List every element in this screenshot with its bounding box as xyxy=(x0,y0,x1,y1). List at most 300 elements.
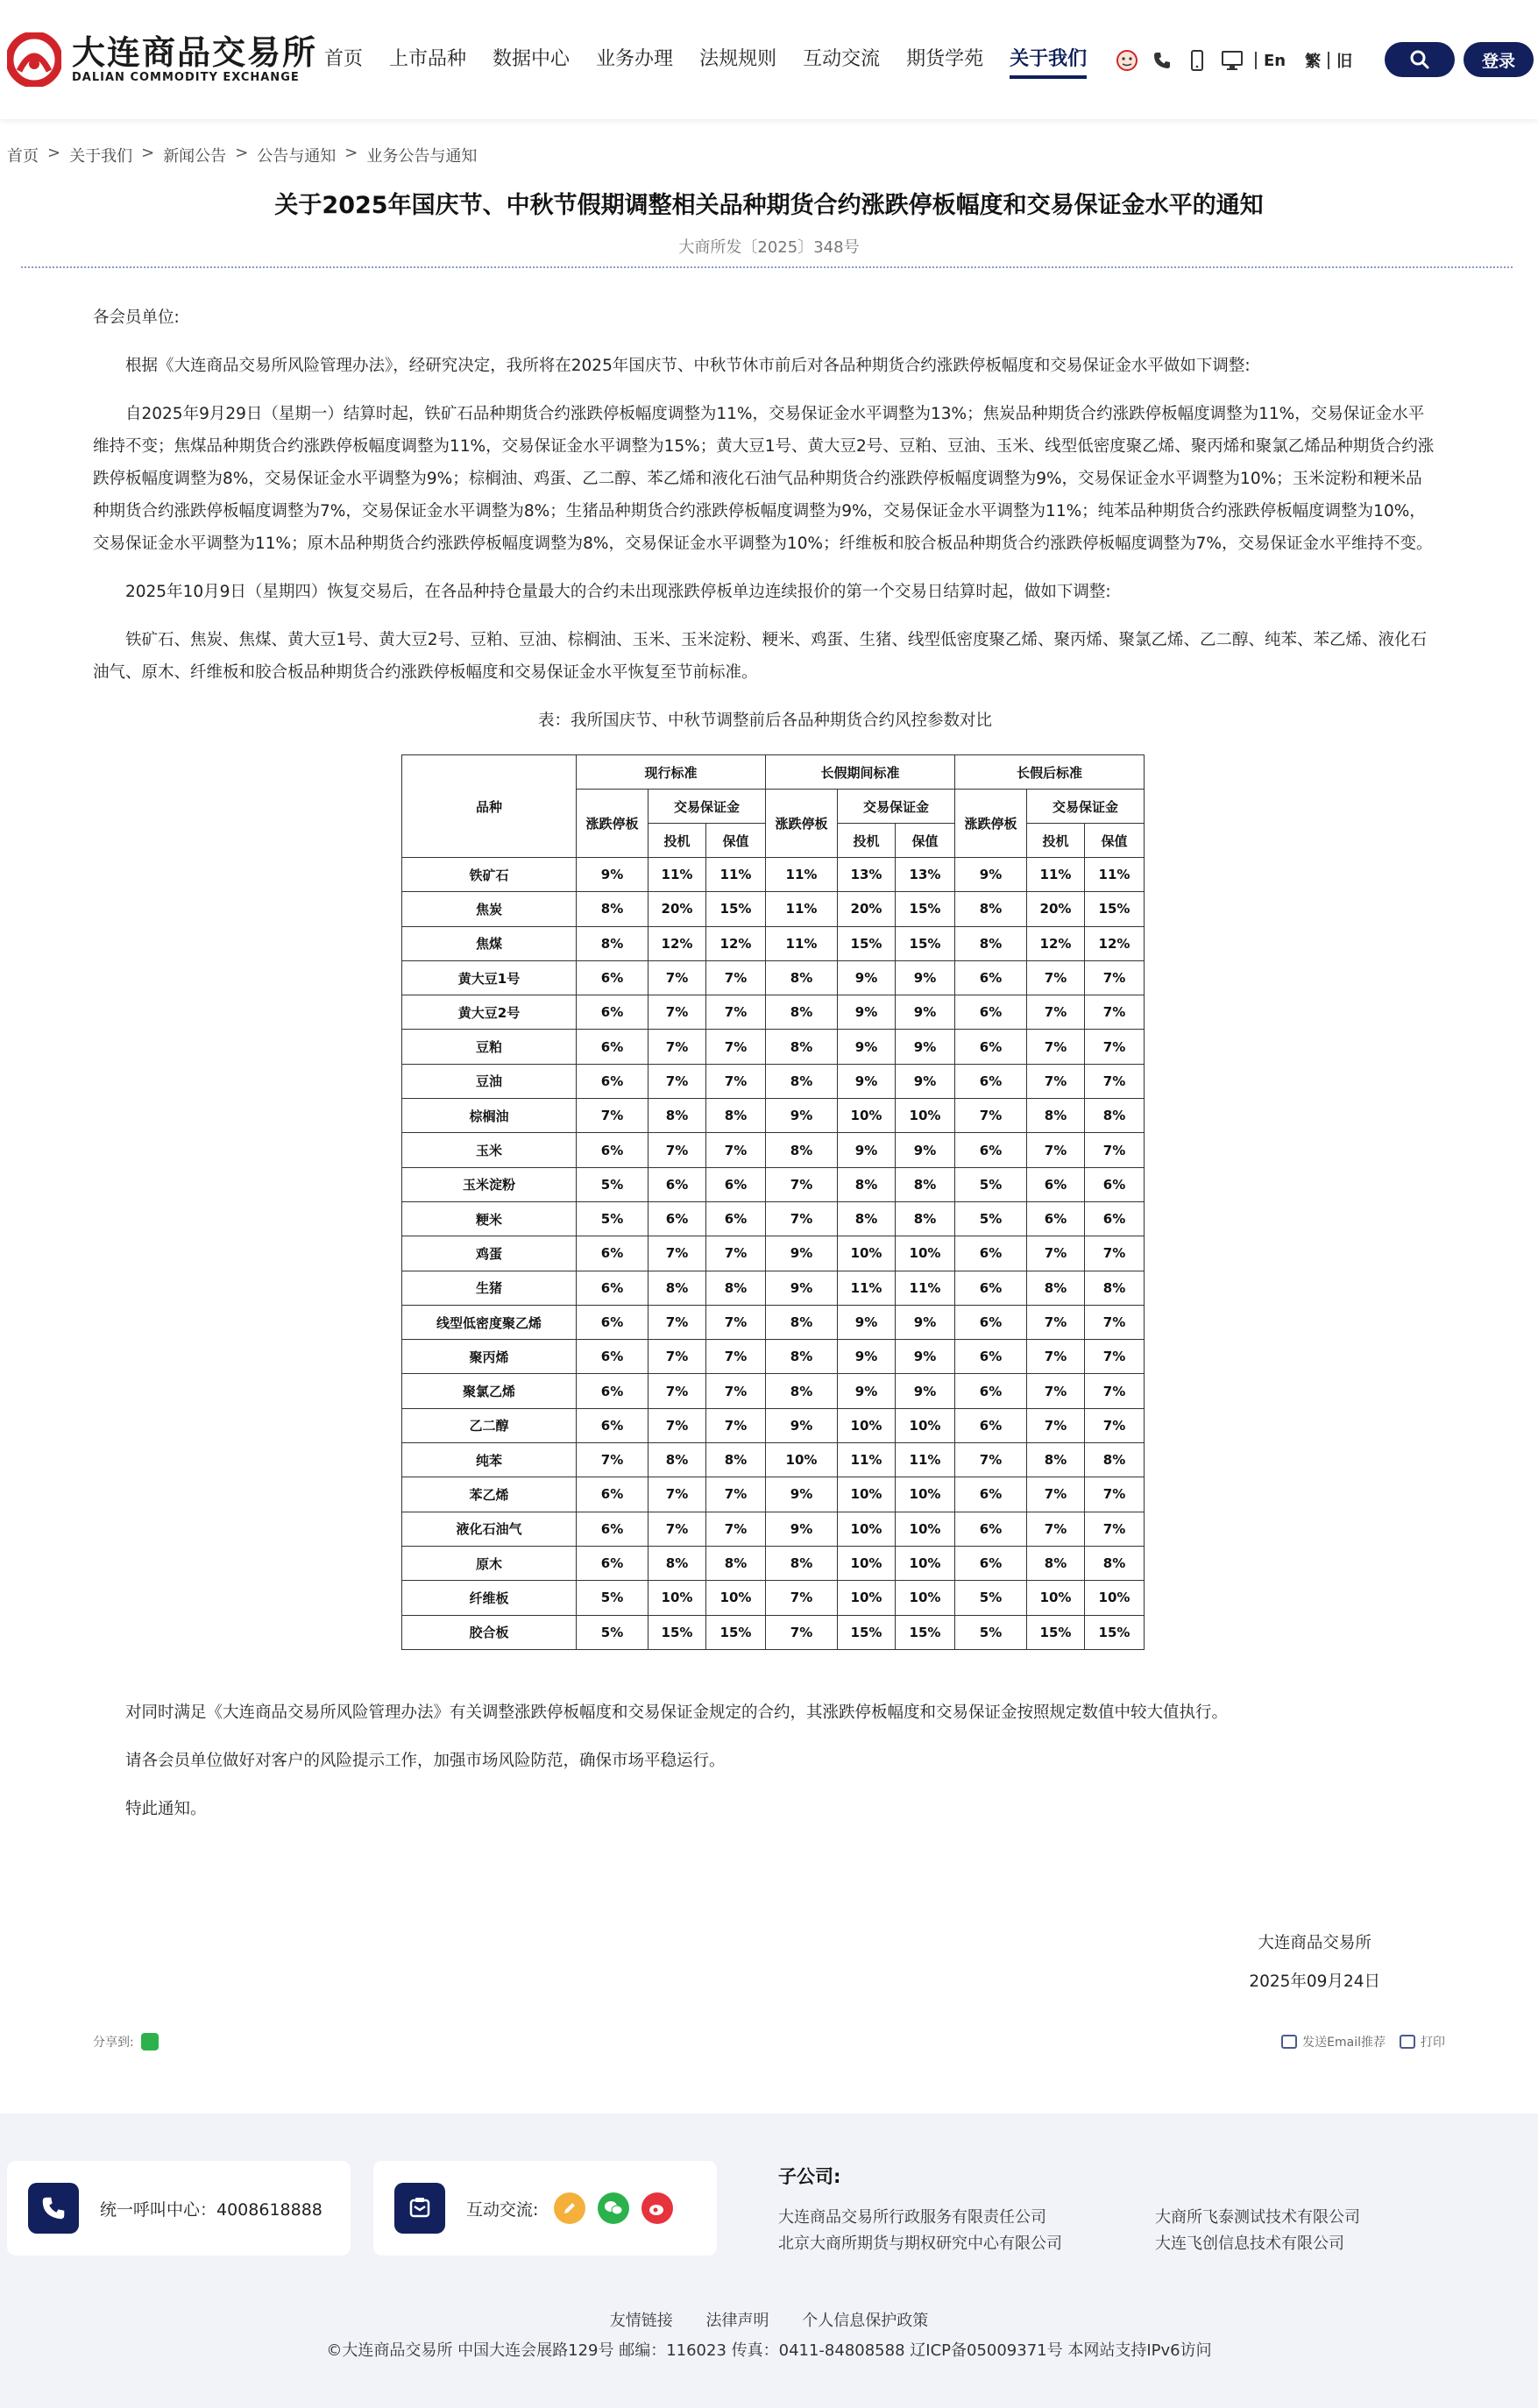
value-cell: 15% xyxy=(896,892,955,926)
value-cell: 11% xyxy=(766,892,838,926)
value-cell: 9% xyxy=(766,1512,838,1546)
value-cell: 6% xyxy=(955,995,1027,1030)
table-row xyxy=(402,892,1145,926)
value-cell: 7% xyxy=(1027,1064,1085,1098)
product-name-cell: 生猪 xyxy=(402,1271,577,1305)
value-cell: 6% xyxy=(649,1167,706,1201)
product-name-cell: 豆油 xyxy=(402,1064,577,1098)
value-cell: 8% xyxy=(766,960,838,995)
subsidiary-link[interactable]: 大连飞创信息技术有限公司 xyxy=(1155,2234,1344,2253)
table-row xyxy=(402,1030,1145,1064)
logo-mark-icon xyxy=(7,32,61,87)
value-cell: 9% xyxy=(577,858,649,892)
product-name-cell: 黄大豆1号 xyxy=(402,960,577,995)
privacy-policy-link[interactable]: 个人信息保护政策 xyxy=(802,2312,929,2330)
value-cell: 7% xyxy=(649,1340,706,1374)
email-icon xyxy=(1281,2035,1297,2049)
value-cell: 8% xyxy=(706,1099,766,1133)
weibo-icon[interactable] xyxy=(641,2192,673,2224)
table-row xyxy=(402,1064,1145,1098)
phone-icon[interactable] xyxy=(1150,48,1174,73)
value-cell: 6% xyxy=(955,1064,1027,1098)
value-cell: 8% xyxy=(1085,1099,1145,1133)
paragraph: 2025年10月9日（星期四）恢复交易后，在各品种持仓量最大的合约未出现涨跌停板单边连续报价的第一个交易日结算时起，做如下调整: xyxy=(125,583,1111,601)
value-cell: 15% xyxy=(649,1615,706,1649)
value-cell: 5% xyxy=(577,1167,649,1201)
value-cell: 6% xyxy=(955,1305,1027,1339)
product-name-cell: 纯苯 xyxy=(402,1443,577,1477)
value-cell: 9% xyxy=(896,1064,955,1098)
value-cell: 9% xyxy=(838,1374,896,1408)
value-cell: 5% xyxy=(955,1201,1027,1236)
product-name-cell: 黄大豆2号 xyxy=(402,995,577,1030)
table-body xyxy=(402,858,1145,1650)
value-cell: 8% xyxy=(706,1443,766,1477)
breadcrumb-separator: > xyxy=(235,144,249,162)
breadcrumb-business-notices[interactable]: 业务公告与通知 xyxy=(366,147,478,166)
value-cell: 6% xyxy=(577,1512,649,1546)
value-cell: 6% xyxy=(577,1305,649,1339)
value-cell: 10% xyxy=(838,1581,896,1615)
print-label: 打印 xyxy=(1421,2036,1445,2050)
signature-block xyxy=(1249,1924,1380,2001)
value-cell: 6% xyxy=(1027,1167,1085,1201)
value-cell: 7% xyxy=(706,960,766,995)
value-cell: 6% xyxy=(577,1408,649,1442)
value-cell: 6% xyxy=(577,1271,649,1305)
value-cell: 11% xyxy=(896,1271,955,1305)
table-row xyxy=(402,1201,1145,1236)
header-speculation: 投机 xyxy=(1027,824,1085,858)
value-cell: 8% xyxy=(706,1546,766,1580)
article-body xyxy=(93,301,1437,747)
value-cell: 7% xyxy=(766,1615,838,1649)
breadcrumb-separator: > xyxy=(141,144,155,162)
value-cell: 7% xyxy=(577,1443,649,1477)
value-cell: 7% xyxy=(649,960,706,995)
main-nav xyxy=(324,40,1113,79)
value-cell: 10% xyxy=(896,1477,955,1512)
value-cell: 9% xyxy=(838,995,896,1030)
value-cell: 15% xyxy=(896,926,955,960)
value-cell: 7% xyxy=(1027,1477,1085,1512)
value-cell: 12% xyxy=(649,926,706,960)
value-cell: 6% xyxy=(577,1030,649,1064)
table-row xyxy=(402,1512,1145,1546)
breadcrumb-about[interactable]: 关于我们 xyxy=(69,147,133,166)
value-cell: 7% xyxy=(649,1374,706,1408)
value-cell: 6% xyxy=(577,1477,649,1512)
value-cell: 6% xyxy=(577,1546,649,1580)
product-name-cell: 线型低密度聚乙烯 xyxy=(402,1305,577,1339)
value-cell: 6% xyxy=(577,1133,649,1167)
table-row xyxy=(402,1408,1145,1442)
print-icon xyxy=(1400,2035,1415,2049)
value-cell: 7% xyxy=(1085,1305,1145,1339)
search-button[interactable] xyxy=(1385,42,1455,77)
value-cell: 6% xyxy=(955,960,1027,995)
login-button[interactable]: 登录 xyxy=(1464,42,1534,77)
lang-en-link[interactable]: En xyxy=(1264,51,1286,70)
header-after: 长假后标准 xyxy=(955,755,1145,790)
value-cell: 10% xyxy=(838,1512,896,1546)
value-cell: 20% xyxy=(649,892,706,926)
table-row xyxy=(402,1099,1145,1133)
table-row xyxy=(402,1581,1145,1615)
value-cell: 15% xyxy=(838,1615,896,1649)
table-row xyxy=(402,1167,1145,1201)
page-title: 关于2025年国庆节、中秋节假期调整相关品种期货合约涨跌停板幅度和交易保证金水平的通知 xyxy=(274,192,1264,219)
value-cell: 10% xyxy=(1085,1581,1145,1615)
value-cell: 7% xyxy=(1085,1340,1145,1374)
value-cell: 15% xyxy=(706,1615,766,1649)
interaction-label: 互动交流: xyxy=(466,2199,539,2220)
value-cell: 7% xyxy=(706,1030,766,1064)
value-cell: 11% xyxy=(1027,858,1085,892)
value-cell: 13% xyxy=(838,858,896,892)
value-cell: 7% xyxy=(649,1305,706,1339)
table-row xyxy=(402,995,1145,1030)
value-cell: 10% xyxy=(649,1581,706,1615)
table-row xyxy=(402,1236,1145,1271)
value-cell: 11% xyxy=(838,1443,896,1477)
table-row xyxy=(402,926,1145,960)
header-holiday: 长假期间标准 xyxy=(766,755,955,790)
value-cell: 7% xyxy=(649,1477,706,1512)
value-cell: 7% xyxy=(649,1030,706,1064)
value-cell: 11% xyxy=(838,1271,896,1305)
value-cell: 5% xyxy=(955,1167,1027,1201)
nav-about-us[interactable]: 关于我们 xyxy=(1010,40,1087,79)
product-name-cell: 苯乙烯 xyxy=(402,1477,577,1512)
value-cell: 15% xyxy=(706,892,766,926)
nav-interaction[interactable]: 互动交流 xyxy=(803,48,881,70)
nav-data-center[interactable]: 数据中心 xyxy=(493,48,571,70)
value-cell: 7% xyxy=(1085,1512,1145,1546)
value-cell: 8% xyxy=(955,926,1027,960)
value-cell: 7% xyxy=(1085,1133,1145,1167)
table-row xyxy=(402,1340,1145,1374)
interaction-card xyxy=(373,2161,717,2256)
nav-home[interactable]: 首页 xyxy=(324,48,364,70)
product-name-cell: 粳米 xyxy=(402,1201,577,1236)
value-cell: 7% xyxy=(1085,995,1145,1030)
share-bar xyxy=(93,2033,159,2050)
product-name-cell: 液化石油气 xyxy=(402,1512,577,1546)
breadcrumb-home[interactable]: 首页 xyxy=(7,147,39,166)
value-cell: 5% xyxy=(577,1615,649,1649)
value-cell: 8% xyxy=(838,1201,896,1236)
value-cell: 6% xyxy=(955,1133,1027,1167)
value-cell: 12% xyxy=(1085,926,1145,960)
product-name-cell: 棕榈油 xyxy=(402,1099,577,1133)
value-cell: 6% xyxy=(577,1374,649,1408)
value-cell: 10% xyxy=(1027,1581,1085,1615)
value-cell: 7% xyxy=(1027,1512,1085,1546)
value-cell: 20% xyxy=(838,892,896,926)
divider xyxy=(1255,52,1257,69)
value-cell: 13% xyxy=(896,858,955,892)
value-cell: 8% xyxy=(577,892,649,926)
value-cell: 7% xyxy=(1085,1374,1145,1408)
table-row xyxy=(402,1477,1145,1512)
value-cell: 7% xyxy=(1027,1340,1085,1374)
value-cell: 8% xyxy=(766,995,838,1030)
value-cell: 9% xyxy=(766,1477,838,1512)
table-caption: 表：我所国庆节、中秋节调整前后各品种期货合约风控参数对比 xyxy=(537,712,992,730)
value-cell: 11% xyxy=(766,858,838,892)
header-hedge: 保值 xyxy=(1085,824,1145,858)
salutation: 各会员单位: xyxy=(93,308,180,327)
product-name-cell: 玉米淀粉 xyxy=(402,1167,577,1201)
value-cell: 8% xyxy=(1027,1546,1085,1580)
article-actions xyxy=(1267,2033,1445,2050)
value-cell: 9% xyxy=(838,960,896,995)
value-cell: 10% xyxy=(838,1546,896,1580)
value-cell: 7% xyxy=(577,1099,649,1133)
value-cell: 7% xyxy=(1085,1236,1145,1271)
value-cell: 7% xyxy=(706,1512,766,1546)
value-cell: 7% xyxy=(766,1167,838,1201)
value-cell: 6% xyxy=(1027,1201,1085,1236)
logo-en-text: DALIAN COMMODITY EXCHANGE xyxy=(72,71,300,84)
value-cell: 10% xyxy=(706,1581,766,1615)
friendly-links[interactable]: 友情链接 xyxy=(609,2312,673,2330)
value-cell: 6% xyxy=(955,1340,1027,1374)
value-cell: 10% xyxy=(838,1236,896,1271)
value-cell: 7% xyxy=(766,1581,838,1615)
value-cell: 8% xyxy=(766,1030,838,1064)
breadcrumb-notices[interactable]: 公告与通知 xyxy=(257,147,337,166)
product-name-cell: 原木 xyxy=(402,1546,577,1580)
value-cell: 9% xyxy=(955,858,1027,892)
header-hedge: 保值 xyxy=(706,824,766,858)
product-name-cell: 纤维板 xyxy=(402,1581,577,1615)
breadcrumb-separator: > xyxy=(344,144,358,162)
email-recommend-label: 发送Email推荐 xyxy=(1302,2036,1386,2050)
product-name-cell: 焦煤 xyxy=(402,926,577,960)
value-cell: 7% xyxy=(955,1443,1027,1477)
value-cell: 6% xyxy=(955,1512,1027,1546)
value-cell: 6% xyxy=(706,1201,766,1236)
elder-mode-icon[interactable] xyxy=(1115,48,1139,73)
value-cell: 7% xyxy=(706,1305,766,1339)
value-cell: 9% xyxy=(838,1064,896,1098)
value-cell: 9% xyxy=(896,1030,955,1064)
header-current: 现行标准 xyxy=(577,755,766,790)
value-cell: 6% xyxy=(955,1374,1027,1408)
table-row xyxy=(402,1615,1145,1649)
copyright: ©大连商品交易所 中国大连会展路129号 邮编：116023 传真：0411-84808588 辽ICP备05009371号 本网站支持IPv6访问 xyxy=(326,2341,1212,2360)
value-cell: 8% xyxy=(838,1167,896,1201)
value-cell: 7% xyxy=(1027,1236,1085,1271)
value-cell: 9% xyxy=(766,1271,838,1305)
header-limit: 涨跌停板 xyxy=(955,790,1027,858)
product-name-cell: 聚丙烯 xyxy=(402,1340,577,1374)
header-hedge: 保值 xyxy=(896,824,955,858)
value-cell: 15% xyxy=(838,926,896,960)
mobile-icon[interactable] xyxy=(1185,48,1209,73)
hotline-text: 统一呼叫中心：4008618888 xyxy=(100,2199,322,2220)
lang-traditional-link[interactable]: 繁 xyxy=(1305,53,1322,71)
value-cell: 8% xyxy=(766,1340,838,1374)
divider xyxy=(1293,52,1298,69)
value-cell: 8% xyxy=(649,1099,706,1133)
value-cell: 8% xyxy=(649,1546,706,1580)
footer-links xyxy=(0,2308,1538,2331)
value-cell: 7% xyxy=(1027,995,1085,1030)
value-cell: 12% xyxy=(706,926,766,960)
breadcrumb-separator: > xyxy=(47,144,61,162)
paragraph: 请各会员单位做好对客户的风险提示工作，加强市场风险防范，确保市场平稳运行。 xyxy=(125,1752,726,1770)
value-cell: 7% xyxy=(1027,960,1085,995)
share-label: 分享到: xyxy=(93,2036,134,2050)
site-footer xyxy=(0,2114,1538,2408)
value-cell: 7% xyxy=(706,1133,766,1167)
value-cell: 6% xyxy=(955,1408,1027,1442)
value-cell: 6% xyxy=(577,960,649,995)
print-button[interactable] xyxy=(1400,2033,1445,2050)
value-cell: 7% xyxy=(1027,1408,1085,1442)
paragraph: 对同时满足《大连商品交易所风险管理办法》有关调整涨跌停板幅度和交易保证金规定的合约，其涨跌停板幅度和交易保证金按照规定数值中较大值执行。 xyxy=(125,1703,1229,1722)
nav-rules[interactable]: 法规规则 xyxy=(699,48,777,70)
divider xyxy=(1328,52,1329,69)
value-cell: 6% xyxy=(955,1477,1027,1512)
value-cell: 5% xyxy=(955,1581,1027,1615)
table-row xyxy=(402,1271,1145,1305)
value-cell: 8% xyxy=(955,892,1027,926)
product-name-cell: 胶合板 xyxy=(402,1615,577,1649)
value-cell: 6% xyxy=(577,1340,649,1374)
header-speculation: 投机 xyxy=(838,824,896,858)
value-cell: 8% xyxy=(1027,1099,1085,1133)
signature-date: 2025年09月24日 xyxy=(1249,1972,1380,1991)
value-cell: 9% xyxy=(766,1099,838,1133)
table-row xyxy=(402,1374,1145,1408)
value-cell: 5% xyxy=(577,1201,649,1236)
breadcrumb-news[interactable]: 新闻公告 xyxy=(163,147,227,166)
value-cell: 7% xyxy=(1085,960,1145,995)
value-cell: 7% xyxy=(1085,1408,1145,1442)
value-cell: 10% xyxy=(838,1408,896,1442)
value-cell: 10% xyxy=(896,1546,955,1580)
value-cell: 8% xyxy=(649,1271,706,1305)
value-cell: 8% xyxy=(577,926,649,960)
message-icon xyxy=(394,2183,445,2234)
value-cell: 7% xyxy=(1027,1374,1085,1408)
value-cell: 8% xyxy=(766,1546,838,1580)
desktop-icon[interactable] xyxy=(1220,48,1244,73)
product-name-cell: 豆粕 xyxy=(402,1030,577,1064)
header-margin: 交易保证金 xyxy=(1027,790,1145,824)
value-cell: 11% xyxy=(766,926,838,960)
value-cell: 7% xyxy=(1085,1064,1145,1098)
value-cell: 9% xyxy=(838,1305,896,1339)
value-cell: 9% xyxy=(838,1340,896,1374)
risk-parameter-table xyxy=(401,754,1145,1650)
value-cell: 8% xyxy=(1085,1443,1145,1477)
search-icon xyxy=(1409,49,1430,70)
value-cell: 6% xyxy=(1085,1201,1145,1236)
title-divider xyxy=(21,266,1513,268)
edit-feedback-icon[interactable] xyxy=(554,2192,585,2224)
value-cell: 6% xyxy=(1085,1167,1145,1201)
value-cell: 7% xyxy=(706,1340,766,1374)
value-cell: 15% xyxy=(1085,892,1145,926)
logo[interactable] xyxy=(7,32,317,88)
value-cell: 5% xyxy=(577,1581,649,1615)
wechat-share-icon[interactable] xyxy=(141,2033,159,2050)
value-cell: 7% xyxy=(649,1512,706,1546)
value-cell: 7% xyxy=(766,1201,838,1236)
value-cell: 10% xyxy=(838,1099,896,1133)
value-cell: 7% xyxy=(706,1408,766,1442)
value-cell: 8% xyxy=(706,1271,766,1305)
value-cell: 15% xyxy=(1027,1615,1085,1649)
subsidiary-link[interactable]: 大商所飞泰测试技术有限公司 xyxy=(1155,2208,1360,2227)
value-cell: 6% xyxy=(577,1236,649,1271)
value-cell: 10% xyxy=(896,1581,955,1615)
product-name-cell: 聚氯乙烯 xyxy=(402,1374,577,1408)
subsidiary-link[interactable]: 北京大商所期货与期权研究中心有限公司 xyxy=(778,2234,1062,2253)
nav-listed-products[interactable]: 上市品种 xyxy=(389,48,467,70)
wechat-icon[interactable] xyxy=(598,2192,629,2224)
value-cell: 6% xyxy=(577,995,649,1030)
value-cell: 7% xyxy=(649,995,706,1030)
value-cell: 11% xyxy=(1085,858,1145,892)
value-cell: 9% xyxy=(838,1030,896,1064)
legal-statement-link[interactable]: 法律声明 xyxy=(705,2312,769,2330)
value-cell: 6% xyxy=(706,1167,766,1201)
breadcrumb xyxy=(7,144,485,166)
value-cell: 6% xyxy=(955,1546,1027,1580)
table-row xyxy=(402,1546,1145,1580)
value-cell: 7% xyxy=(1027,1305,1085,1339)
article-closing xyxy=(93,1696,1437,1841)
value-cell: 12% xyxy=(1027,926,1085,960)
table-row xyxy=(402,1133,1145,1167)
table-row xyxy=(402,960,1145,995)
value-cell: 7% xyxy=(1085,1477,1145,1512)
value-cell: 8% xyxy=(1085,1271,1145,1305)
logo-cn-text: 大连商品交易所 xyxy=(72,32,318,72)
header-limit: 涨跌停板 xyxy=(577,790,649,858)
value-cell: 9% xyxy=(896,1305,955,1339)
value-cell: 10% xyxy=(896,1236,955,1271)
nav-academy[interactable]: 期货学苑 xyxy=(906,48,984,70)
value-cell: 8% xyxy=(896,1167,955,1201)
value-cell: 8% xyxy=(649,1443,706,1477)
value-cell: 9% xyxy=(896,1340,955,1374)
table-row xyxy=(402,858,1145,892)
email-recommend-button[interactable] xyxy=(1281,2033,1386,2050)
value-cell: 7% xyxy=(1085,1030,1145,1064)
value-cell: 20% xyxy=(1027,892,1085,926)
value-cell: 10% xyxy=(838,1477,896,1512)
value-cell: 10% xyxy=(896,1099,955,1133)
value-cell: 8% xyxy=(766,1064,838,1098)
value-cell: 7% xyxy=(706,1477,766,1512)
nav-business[interactable]: 业务办理 xyxy=(596,48,674,70)
subsidiary-link[interactable]: 大连商品交易所行政服务有限责任公司 xyxy=(778,2208,1046,2227)
value-cell: 11% xyxy=(649,858,706,892)
value-cell: 9% xyxy=(896,960,955,995)
value-cell: 10% xyxy=(896,1408,955,1442)
value-cell: 8% xyxy=(1027,1443,1085,1477)
old-site-link[interactable]: 旧 xyxy=(1336,53,1353,71)
header-limit: 涨跌停板 xyxy=(766,790,838,858)
value-cell: 6% xyxy=(577,1064,649,1098)
